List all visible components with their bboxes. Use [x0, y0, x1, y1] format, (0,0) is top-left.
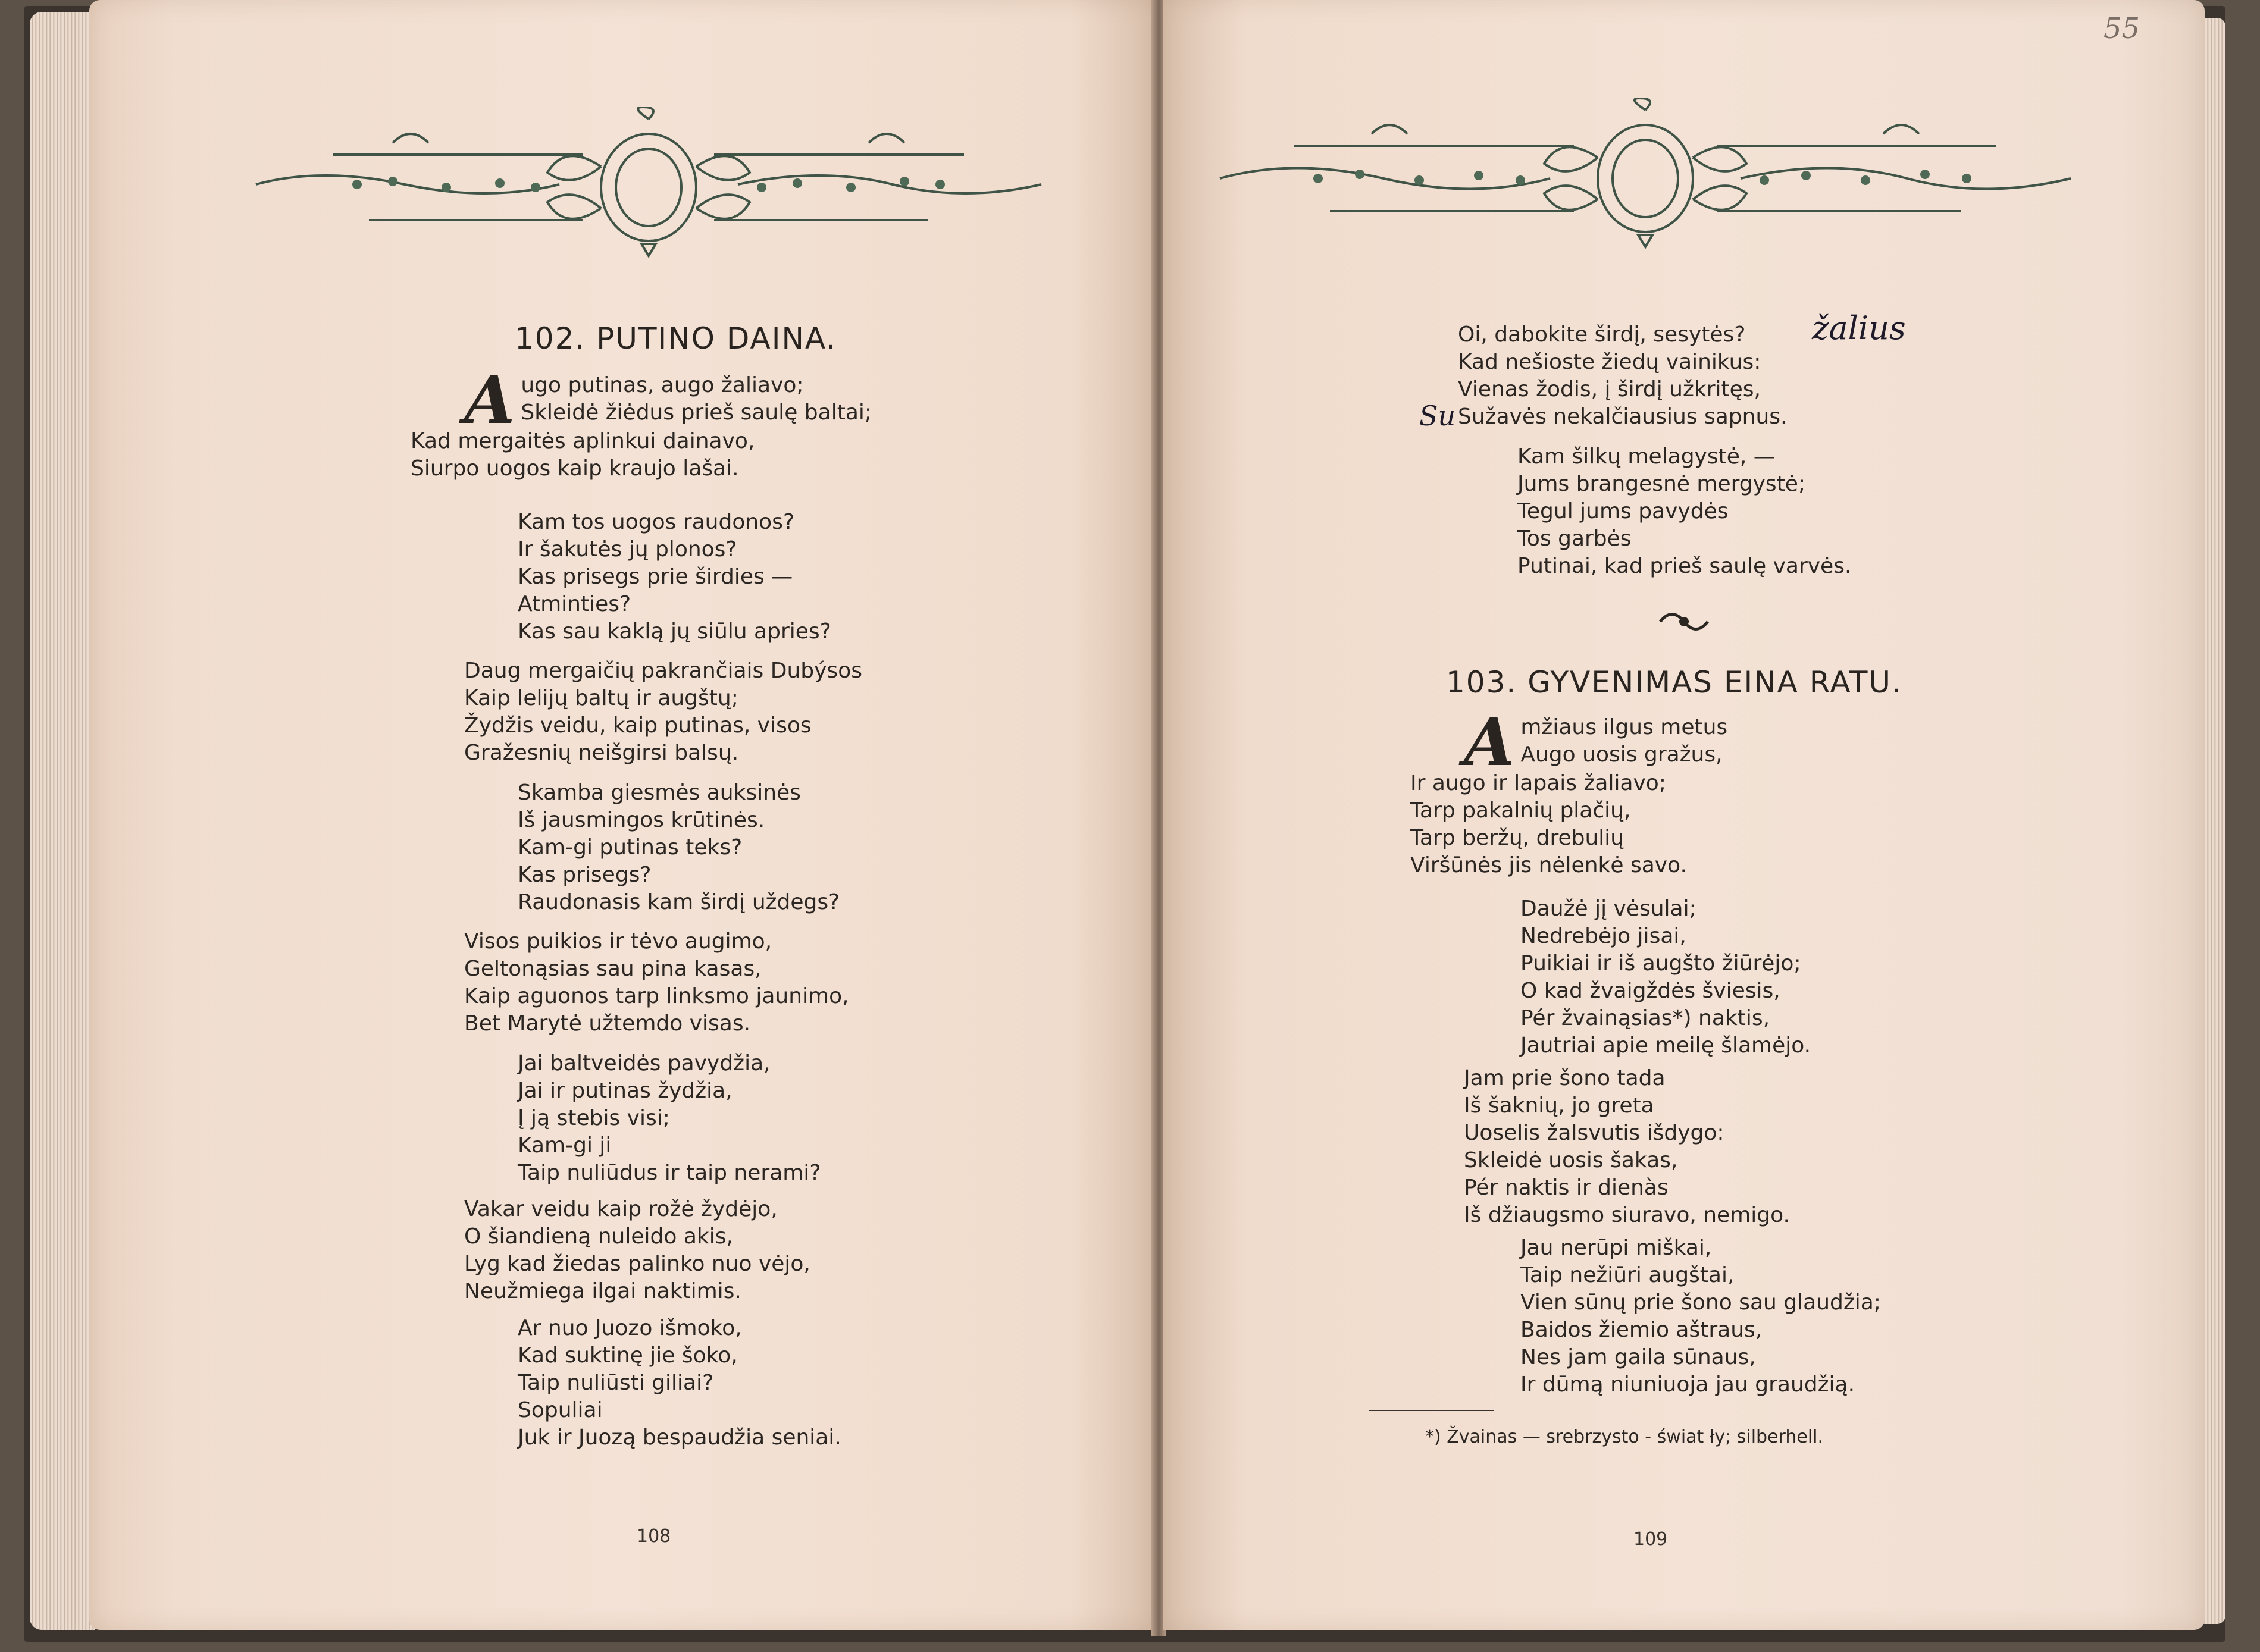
stanza-2: [518, 509, 831, 645]
handwritten-note-zalius: žalius: [1812, 309, 1906, 347]
verse-line: O kad žvaigždės šviesis,: [1520, 979, 1780, 1003]
verse-line: ugo putinas, augo žaliavo;: [521, 373, 804, 397]
verse-line: Tos garbės: [1517, 526, 1632, 551]
page-number-109: 109: [1633, 1529, 1668, 1550]
right-page: [1163, 0, 2205, 1630]
verse-line: Kas prisegs prie širdies —: [518, 565, 793, 589]
verse-line: O šiandieną nuleido akis,: [464, 1224, 733, 1249]
verse-line: Baidos žiemio aštraus,: [1520, 1318, 1763, 1342]
verse-line: Tegul jums pavydės: [1517, 499, 1729, 524]
verse-line: Putinai, kad prieš saulę varvės.: [1517, 554, 1852, 578]
verse-line: Visos puikios ir tėvo augimo,: [464, 929, 772, 954]
verse-line: Tarp beržų, drebulių: [1410, 826, 1624, 850]
stanza-6: [518, 1050, 821, 1187]
verse-line: mžiaus ilgus metus: [1520, 715, 1728, 739]
verse-line: Kaip aguonos tarp linksmo jaunimo,: [464, 984, 849, 1008]
verse-line: Taip nežiūri augštai,: [1520, 1263, 1735, 1287]
verse-line: Kas sau kaklą jų siūlu apries?: [518, 619, 831, 644]
handwritten-note-su: Su: [1419, 400, 1456, 432]
ornament-header-left: [250, 107, 1047, 268]
verse-line: Juk ir Juozą bespaudžia seniai.: [518, 1425, 841, 1450]
page-edges-right: [2202, 18, 2225, 1624]
ornament-header-right: [1217, 98, 2074, 259]
verse-line: Skamba giesmės auksinės: [518, 780, 801, 805]
verse-line: Jai ir putinas žydžia,: [518, 1079, 733, 1103]
footnote: *) Žvainas — srebrzysto - świat ły; silberhell.: [1425, 1427, 1824, 1447]
verse-line: Vien sūnų prie šono sau glaudžia;: [1520, 1290, 1881, 1315]
stanza-3: [464, 657, 862, 767]
verse-line: Pér naktis ir dienàs: [1464, 1175, 1669, 1200]
poem-title-103: 103. GYVENIMAS EINA RATU.: [1446, 665, 1902, 700]
verse-line: Skleidė uosis šakas,: [1464, 1148, 1678, 1173]
verse-line: Į ją stebis visi;: [518, 1106, 670, 1130]
verse-line: Augo uosis gražus,: [1520, 742, 1723, 767]
verse-line: Tarp pakalnių plačių,: [1410, 798, 1631, 823]
verse-line: Daužė jį vėsulai;: [1520, 896, 1696, 921]
verse-line: Viršūnės jis nėlenkė savo.: [1410, 853, 1687, 877]
verse-line: Iš džiaugsmo siuravo, nemigo.: [1464, 1203, 1790, 1227]
verse-line: Iš jausmingos krūtinės.: [518, 808, 765, 832]
corner-pencil-note: 55: [2104, 12, 2140, 45]
stanza-103-1: [1410, 704, 1728, 879]
fleuron-divider: [1657, 607, 1711, 637]
verse-line: Atminties?: [518, 592, 631, 616]
stanza-103-3: [1464, 1065, 1790, 1229]
page-edges-left: [30, 12, 95, 1630]
verse-line: Jau nerūpi miškai,: [1520, 1236, 1712, 1260]
verse-line: Kam šilkų melagystė, —: [1517, 444, 1775, 469]
verse-line: Oi, dabokite širdį, sesytės?: [1458, 322, 1746, 347]
verse-line: Kas prisegs?: [518, 863, 652, 887]
verse-line: Geltonąsias sau pina kasas,: [464, 957, 762, 981]
verse-line: Jai baltveidės pavydžia,: [518, 1051, 771, 1076]
verse-line: Taip nuliūsti giliai?: [518, 1371, 714, 1395]
verse-line: Iš šaknių, jo greta: [1464, 1093, 1654, 1118]
page-number-108: 108: [637, 1526, 671, 1547]
verse-line: Sužavės nekalčiausius sapnus.: [1458, 405, 1788, 429]
verse-line: Raudonasis kam širdį uždegs?: [518, 890, 840, 914]
verse-line: Sopuliai: [518, 1398, 603, 1422]
verse-line: Žydžis veidu, kaip putinas, visos: [464, 713, 812, 738]
stanza-4: [518, 779, 840, 916]
verse-line: Taip nuliūdus ir taip nerami?: [518, 1161, 821, 1185]
verse-line: Gražesnių neišgirsi balsų.: [464, 741, 739, 765]
verse-line: Jums brangesnė mergystė;: [1517, 472, 1806, 496]
verse-line: Kad nešioste žiedų vainikus:: [1458, 350, 1761, 374]
verse-line: Jautriai apie meilę šlamėjo.: [1520, 1033, 1811, 1058]
verse-line: Neužmiega ilgai naktimis.: [464, 1279, 741, 1303]
verse-line: Ar nuo Juozo išmoko,: [518, 1316, 742, 1340]
verse-line: Ir augo ir lapais žaliavo;: [1410, 771, 1666, 795]
stanza-103-4: [1520, 1234, 1881, 1399]
stanza-top-1: [1458, 321, 1787, 431]
verse-line: Kam tos uogos raudonos?: [518, 510, 795, 534]
verse-line: Jam prie šono tada: [1464, 1066, 1666, 1090]
stanza-5: [464, 928, 849, 1037]
verse-line: Nedrebėjo jisai,: [1520, 924, 1686, 948]
stanza-1: [411, 362, 872, 482]
verse-line: Kad mergaitės aplinkui dainavo,: [411, 429, 755, 453]
stanza-103-2: [1520, 895, 1811, 1059]
verse-line: Nes jam gaila sūnaus,: [1520, 1345, 1756, 1369]
verse-line: Kad suktinę jie šoko,: [518, 1343, 738, 1368]
verse-line: Bet Marytė užtemdo visas.: [464, 1011, 751, 1036]
verse-line: Kam-gi putinas teks?: [518, 835, 743, 860]
verse-line: Uoselis žalsvutis išdygo:: [1464, 1121, 1724, 1145]
footnote-rule: [1369, 1410, 1494, 1411]
verse-line: Ir dūmą niuniuoja jau graudžią.: [1520, 1372, 1855, 1397]
verse-line: Siurpo uogos kaip kraujo lašai.: [411, 456, 739, 481]
stanza-8: [518, 1315, 841, 1452]
poem-title-102: 102. PUTINO DAINA.: [515, 321, 837, 356]
left-page: [89, 0, 1154, 1630]
verse-line: Skleidė žiėdus prieš saulę baltai;: [521, 400, 872, 425]
verse-line: Kam-gi ji: [518, 1133, 612, 1158]
stanza-7: [464, 1196, 810, 1305]
verse-line: Kaip lelijų baltų ir augštų;: [464, 686, 738, 710]
verse-line: Vakar veidu kaip rožė žydėjo,: [464, 1197, 778, 1221]
verse-line: Pér žvainąsias*) naktis,: [1520, 1006, 1770, 1030]
verse-line: Ir šakutės jų plonos?: [518, 537, 737, 562]
verse-line: Puikiai ir iš augšto žiūrėjo;: [1520, 951, 1801, 976]
verse-line: Lyg kad žiedas palinko nuo vėjo,: [464, 1252, 810, 1276]
stanza-top-2: [1517, 443, 1851, 580]
dropcap-letter: A: [464, 362, 515, 438]
dropcap-letter: A: [1464, 704, 1515, 780]
verse-line: Vienas žodis, į širdį užkritęs,: [1458, 377, 1761, 402]
verse-line: Daug mergaičių pakrančiais Dubýsos: [464, 659, 862, 683]
